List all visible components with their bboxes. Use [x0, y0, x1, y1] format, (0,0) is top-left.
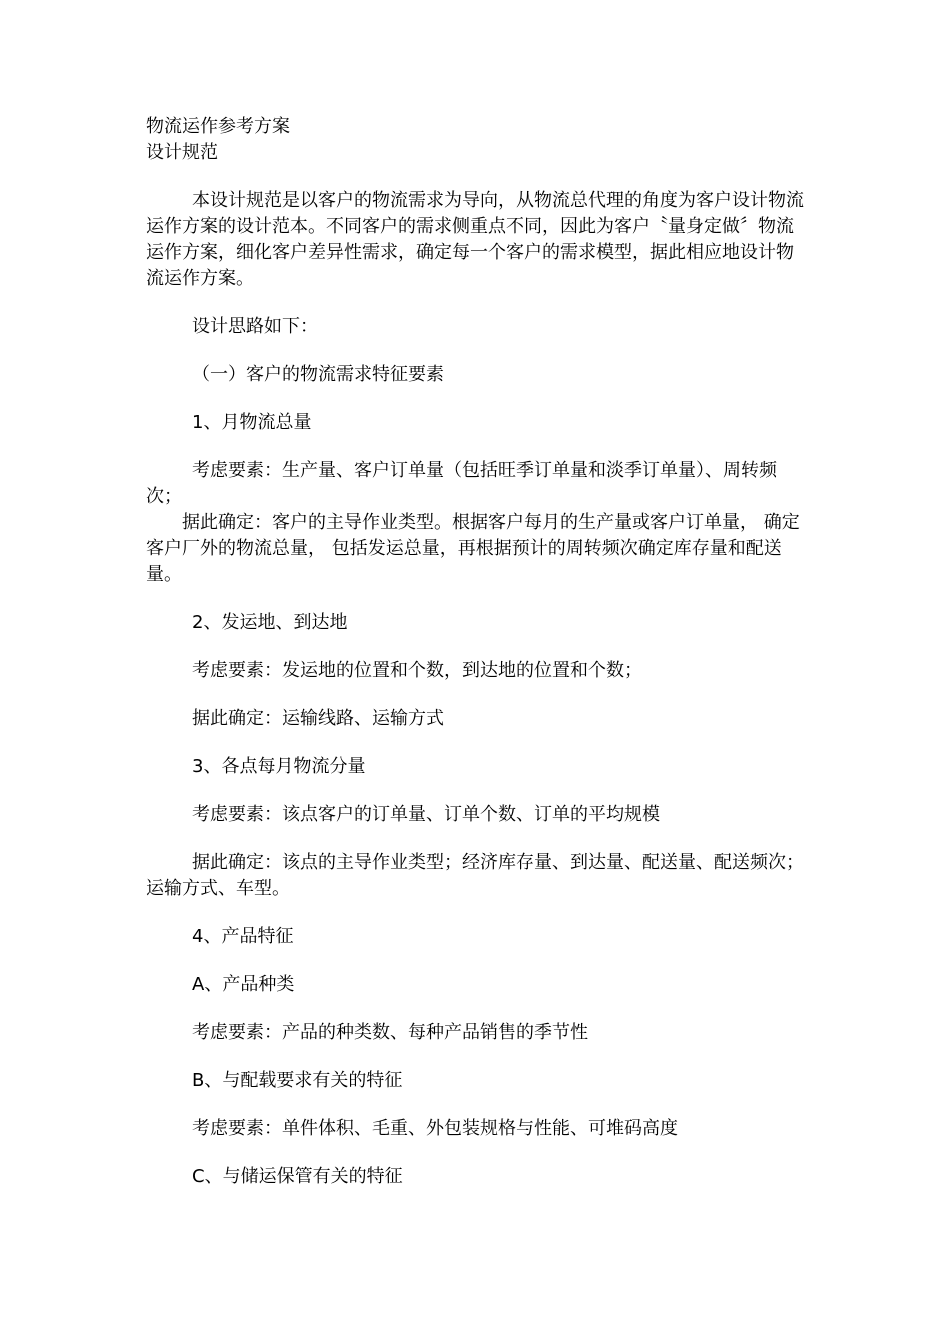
- subitem-title: C、与储运保管有关的特征: [192, 1166, 403, 1187]
- item-title: 1、月物流总量: [192, 412, 312, 433]
- document-title: 物流运作参考方案: [146, 116, 290, 137]
- item-title: 4、产品特征: [192, 926, 294, 947]
- design-intro: 设计思路如下：: [192, 316, 318, 337]
- spacer: [146, 732, 808, 754]
- intro-paragraph: 本设计规范是以客户的物流需求为导向，从物流总代理的角度为客户设计物流运作方案的设计范本。不同客户的需求侧重点不同，因此为客户〝量身定做〞物流运作方案，细化客户差异性需求，确定每一个客户的需求模型，据此相应地设计物流运作方案。: [146, 190, 804, 289]
- item-factors: 考虑要素：生产量、客户订单量（包括旺季订单量和淡季订单量）、周转频次；: [146, 460, 777, 507]
- spacer: [146, 684, 808, 706]
- spacer: [146, 780, 808, 802]
- item-title: 3、各点每月物流分量: [192, 756, 366, 777]
- item-factors: 考虑要素：该点客户的订单量、订单个数、订单的平均规模: [192, 804, 660, 825]
- spacer: [146, 292, 808, 314]
- spacer: [146, 340, 808, 362]
- spacer: [146, 588, 808, 610]
- spacer: [146, 828, 808, 850]
- subitem-title: B、与配载要求有关的特征: [192, 1070, 403, 1091]
- item-basis: 据此确定：该点的主导作业类型；经济库存量、到达量、配送量、配送频次；运输方式、车型。: [146, 852, 804, 899]
- document-subtitle: 设计规范: [146, 142, 218, 163]
- item-title: 2、发运地、到达地: [192, 612, 348, 633]
- section-title: （一）客户的物流需求特征要素: [192, 364, 444, 385]
- spacer: [146, 998, 808, 1020]
- spacer: [146, 1142, 808, 1164]
- spacer: [146, 166, 808, 188]
- item-factors: 考虑要素：发运地的位置和个数，到达地的位置和个数；: [192, 660, 642, 681]
- document-page: [146, 114, 808, 1190]
- item-basis: 据此确定：运输线路、运输方式: [192, 708, 444, 729]
- spacer: [146, 1046, 808, 1068]
- item-basis: 据此确定：客户的主导作业类型。根据客户每月的生产量或客户订单量， 确定客户厂外的物流总量， 包括发运总量，再根据预计的周转频次确定库存量和配送量。: [146, 512, 800, 585]
- spacer: [146, 1094, 808, 1116]
- spacer: [146, 902, 808, 924]
- subitem-factors: 考虑要素：单件体积、毛重、外包装规格与性能、可堆码高度: [192, 1118, 678, 1139]
- spacer: [146, 950, 808, 972]
- subitem-title: A、产品种类: [192, 974, 295, 995]
- spacer: [146, 636, 808, 658]
- subitem-factors: 考虑要素：产品的种类数、每种产品销售的季节性: [192, 1022, 588, 1043]
- spacer: [146, 436, 808, 458]
- spacer: [146, 388, 808, 410]
